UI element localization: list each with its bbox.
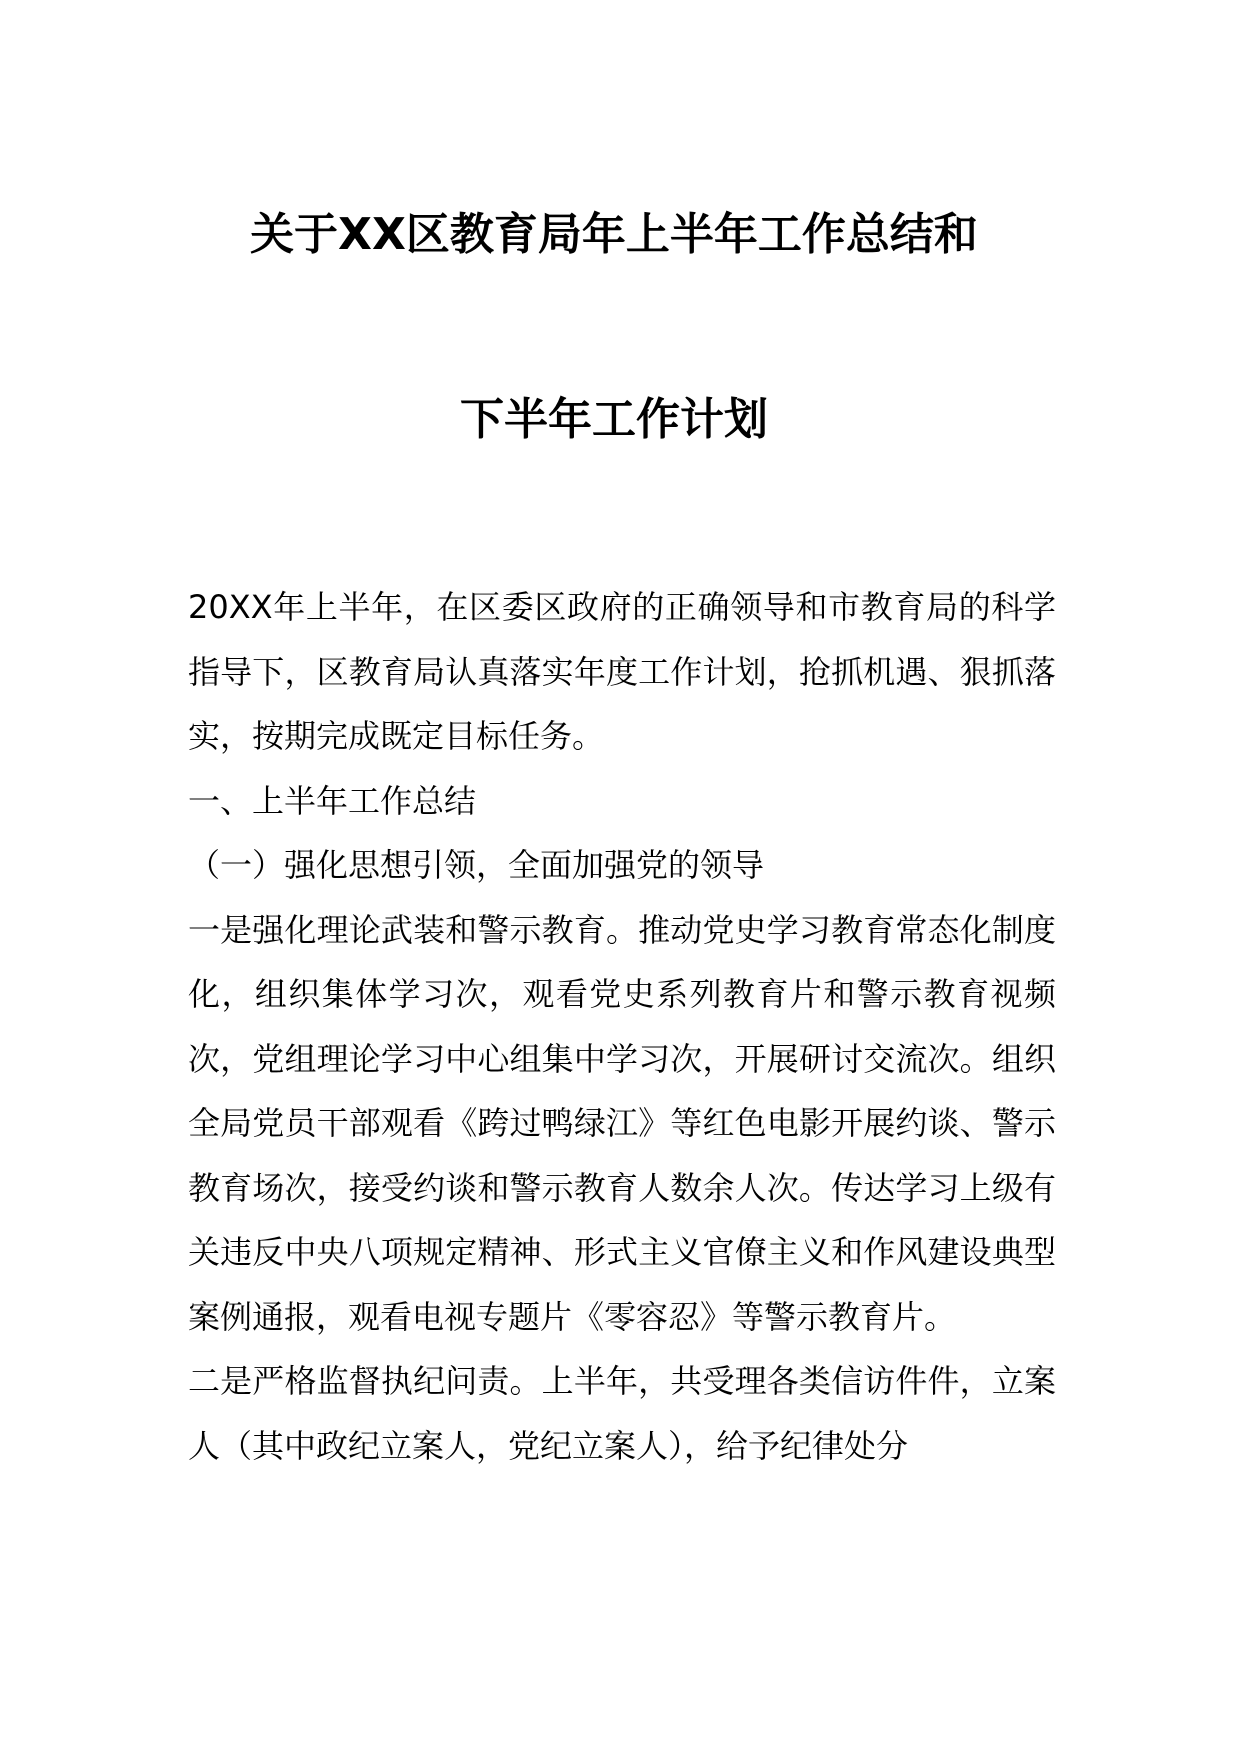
document-body <box>188 575 1056 1478</box>
document-title-line-2: 下半年工作计划 <box>460 394 768 445</box>
intro-paragraph: 20XX年上半年，在区委区政府的正确领导和市教育局的科学指导下，区教育局认真落实年度工作计划，抢抓机遇、狠抓落实，按期完成既定目标任务。 <box>188 588 1056 755</box>
body-paragraph-2: 二是严格监督执纪问责。上半年，共受理各类信访件件，立案人（其中政纪立案人，党纪立案人），给予纪律处分 <box>188 1362 1056 1465</box>
subsection-heading-1: （一）强化思想引领，全面加强党的领导 <box>188 846 765 884</box>
document-title-line-1: 关于XX区教育局年上半年工作总结和 <box>250 209 978 260</box>
body-paragraph-1: 一是强化理论武装和警示教育。推动党史学习教育常态化制度化，组织集体学习次，观看党史系列教育片和警示教育视频次，党组理论学习中心组集中学习次，开展研讨交流次。组织全局党员干部观看《跨过鸭绿江》等红色电影开展约谈、警示教育场次，接受约谈和警示教育人数余人次。传达学习上级有关违反中央八项规定精神、形式主义官僚主义和作风建设典型案例通报，观看电视专题片《零容忍》等警示教育片。 <box>188 910 1056 1336</box>
section-heading-1: 一、上半年工作总结 <box>188 781 477 820</box>
